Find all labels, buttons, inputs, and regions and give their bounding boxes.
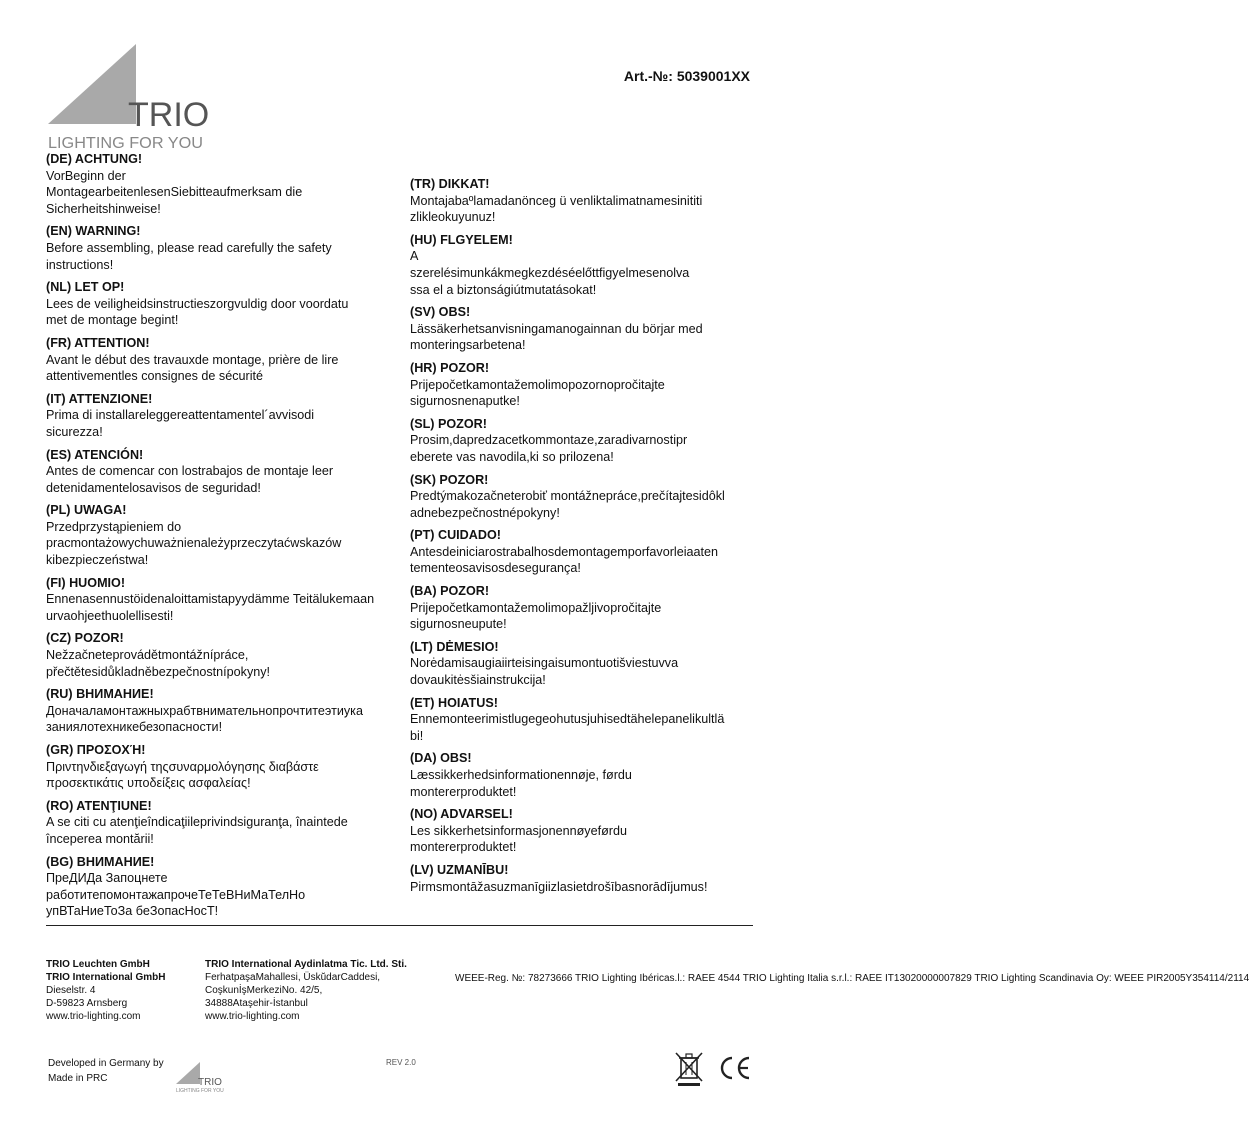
warning-heading: (PT) CUIDADO!	[410, 528, 501, 543]
revision-label: REV 2.0	[386, 1058, 416, 1067]
trio-logo-small	[176, 1062, 222, 1094]
warning-block	[46, 502, 396, 568]
warning-heading: (SK) POZOR!	[410, 472, 489, 487]
small-logo-tagline: LIGHTING FOR YOU	[176, 1088, 224, 1094]
warning-body: Antesdeiniciarostrabalhosdemontagemporfavorleiaaten tementeosavisosdesegurança!	[410, 544, 719, 576]
warning-heading: (IT) ATTENZIONE!	[46, 391, 153, 406]
ce-mark	[718, 1055, 752, 1081]
warning-heading: (LT) DĖMESIO!	[410, 639, 499, 654]
warning-heading: (RU) ВНИМАНИЕ!	[46, 687, 154, 702]
warning-body: Lässäkerhetsanvisningamanogainnan du börjar med monteringsarbetena!	[410, 321, 703, 353]
warning-body: Pirmsmontāžasuzmanīgiizlasietdrošībasnorādījumus!	[410, 879, 708, 894]
warning-heading: (SV) OBS!	[410, 305, 471, 320]
warning-heading: (EN) WARNING!	[46, 224, 141, 239]
warning-block	[46, 223, 396, 273]
warning-block	[410, 806, 756, 856]
warning-heading: (PL) UWAGA!	[46, 503, 127, 518]
warning-body: Predtýmakozačneterobiť montážnepráce,prečítajtesidôkl adnebezpečnostnépokyny!	[410, 489, 725, 520]
warning-block	[46, 391, 396, 441]
warning-body: A se citi cu atenţieîndicaţiileprivindsiguranţa, înaintede începerea montării!	[46, 815, 348, 846]
warning-block	[46, 279, 396, 329]
warnings-left-column	[46, 151, 396, 926]
warning-heading: (ES) ATENCIÓN!	[46, 447, 144, 462]
logo-tagline: LIGHTING FOR YOU	[48, 135, 203, 152]
warning-body: ПреДИДа Запоцнете работитепомонтажапрочеТеТеВНиМаТелНо упВТаНиеТоЗа беЗопасНосТ!	[46, 871, 306, 919]
warning-body: Доначаламонтажныхрабтвнимательнопрочтитеэтиука заниялотехникебезопасности!	[46, 703, 363, 735]
warning-body: Læssikkerhedsinformationennøje, førdu montererproduktet!	[410, 768, 632, 799]
warning-body: Przedprzystąpieniem do pracmontażowychuważnienależyprzeczytaćwskazów kibezpieczeństwa!	[46, 519, 342, 568]
warning-block	[410, 360, 756, 410]
warning-body: Nežzačneteprovádětmontážnípráce, přečtětesidůkladněbezpečnostnípokyny!	[46, 648, 271, 679]
warning-heading: (CZ) POZOR!	[46, 631, 124, 646]
warning-body: Antes de comencar con lostrabajos de montaje leer detenidamentelosavisos de seguridad!	[46, 464, 334, 495]
warning-block	[46, 630, 396, 680]
small-logo-brand: TRIO	[198, 1077, 222, 1088]
warning-body: Ennemonteerimistlugegeohutusjuhisedtähelepanelikultlä bi!	[410, 712, 725, 743]
warning-body: Lees de veiligheidsinstructieszorgvuldig door voordatu met de montage begint!	[46, 296, 349, 328]
warning-heading: (BA) POZOR!	[410, 584, 490, 599]
warning-heading: (FR) ATTENTION!	[46, 335, 150, 350]
warning-body: Montajabaºlamadanönceg ü venliktalimatnamesinititi zlikleokuyunuz!	[410, 193, 703, 225]
warning-body: Prima di installareleggereattentamentel´avvisodi sicurezza!	[46, 408, 315, 439]
company1-address: Dieselstr. 4 D-59823 Arnsberg www.trio-lighting.com	[46, 985, 141, 1022]
weee-bin-icon	[674, 1051, 704, 1087]
warning-body: Prijepočetkamontažemolimopažljivopročitajte sigurnosneupute!	[410, 600, 662, 632]
footer-company-germany	[46, 958, 165, 1023]
warning-block	[410, 583, 756, 633]
warning-heading: (LV) UZMANĪBU!	[410, 862, 509, 877]
warning-block	[46, 742, 396, 792]
warning-body: Prijepočetkamontažemolimopozornopročitajte sigurnosnenaputke!	[410, 377, 665, 409]
warning-heading: (DA) OBS!	[410, 751, 472, 766]
warning-heading: (NO) ADVARSEL!	[410, 807, 513, 822]
warning-heading: (HR) POZOR!	[410, 360, 490, 375]
warning-block	[410, 862, 756, 895]
warning-heading: (FI) HUOMIO!	[46, 575, 126, 590]
warning-heading: (NL) LET OP!	[46, 280, 125, 295]
warning-block	[410, 750, 756, 800]
warning-body: VorBeginn der MontagearbeitenlesenSiebitteaufmerksam die Sicherheitshinweise!	[46, 168, 303, 216]
warning-block	[46, 798, 396, 848]
company2-address: FerhatpaşaMahallesi, ÜskŭdarCaddesi, CoşkunİşMerkeziNo. 42/5, 34888Ataşehir-İstanbul www.trio-lighting.com	[205, 972, 381, 1022]
warning-heading: (ET) HOIATUS!	[410, 695, 498, 710]
article-number: Art.-№: 5039001XX	[623, 68, 750, 84]
company2-name: TRIO International Aydinlatma Tic. Ltd. Sti.	[205, 959, 407, 970]
warning-heading: (GR) ΠΡΟΣΟΧΉ!	[46, 743, 146, 757]
company1-line2: TRIO International GmbH	[46, 972, 166, 983]
footer-weee-registrations: WEEE-Reg. №: 78273666 TRIO Lighting Ibéricas.l.: RAEE 4544 TRIO Lighting Italia s.r.l.: RAEE IT13020000007829 TRIO Lighting Scandinavia Oy: WEEE PIR2005Y354114/2114	[455, 973, 1249, 984]
footer-company-turkey	[205, 958, 407, 1023]
warning-body: Prosim,dapredzacetkommontaze,zaradivarnostipr eberete vas navodila,ki so prilozena!	[410, 433, 688, 464]
warning-body: Before assembling, please read carefully the safety instructions!	[46, 240, 332, 272]
warning-block	[410, 472, 756, 522]
warning-heading: (TR) DIKKAT!	[410, 177, 490, 191]
warning-block	[410, 639, 756, 689]
warning-block	[410, 232, 756, 298]
warning-body: Norėdamisaugiaiirteisingaisumontuotišviestuvva dovaukitėsšiainstrukcija!	[410, 656, 679, 688]
warning-body: Πριντηνδιεξαγωγή τηςσυναρμολόγησης διαβάστε προσεκτικάτις υποδείξεις ασφαλείας!	[46, 759, 319, 791]
warning-block	[410, 304, 756, 354]
footer-separator	[46, 925, 753, 926]
warning-body: Ennenasennustöidenaloittamistapyydämme Teitälukemaan urvaohjeethuolellisesti!	[46, 592, 375, 623]
warning-block	[410, 527, 756, 577]
warning-heading: (DE) ACHTUNG!	[46, 152, 143, 166]
warning-block	[410, 416, 756, 466]
warning-block	[46, 335, 396, 385]
warning-heading: (BG) ВНИМАНИЕ!	[46, 854, 155, 869]
trio-logo	[48, 44, 208, 152]
warning-block	[46, 151, 396, 217]
warnings-right-column	[410, 176, 756, 901]
warning-block	[46, 854, 396, 920]
logo-brand: TRIO	[128, 96, 210, 134]
warning-block	[410, 176, 756, 226]
warning-block	[46, 686, 396, 736]
warning-block	[46, 575, 396, 625]
company1-line1: TRIO Leuchten GmbH	[46, 959, 150, 970]
warning-body: Les sikkerhetsinformasjonennøyeførdu montererproduktet!	[410, 823, 627, 855]
warning-heading: (RO) ATENŢIUNE!	[46, 798, 152, 813]
warning-body: A szerelésimunkákmegkezdéséelőttfigyelmesenolva ssa el a biztonságiútmutatásokat!	[410, 249, 690, 297]
warning-body: Avant le début des travauxde montage, prière de lire attentivementles consignes de sécurité	[46, 352, 339, 384]
warning-block	[46, 447, 396, 497]
origin-text: Developed in Germany by Made in PRC	[48, 1058, 164, 1084]
warning-block	[410, 695, 756, 745]
warning-heading: (HU) FLGYELEM!	[410, 232, 513, 247]
warning-heading: (SL) POZOR!	[410, 416, 487, 431]
